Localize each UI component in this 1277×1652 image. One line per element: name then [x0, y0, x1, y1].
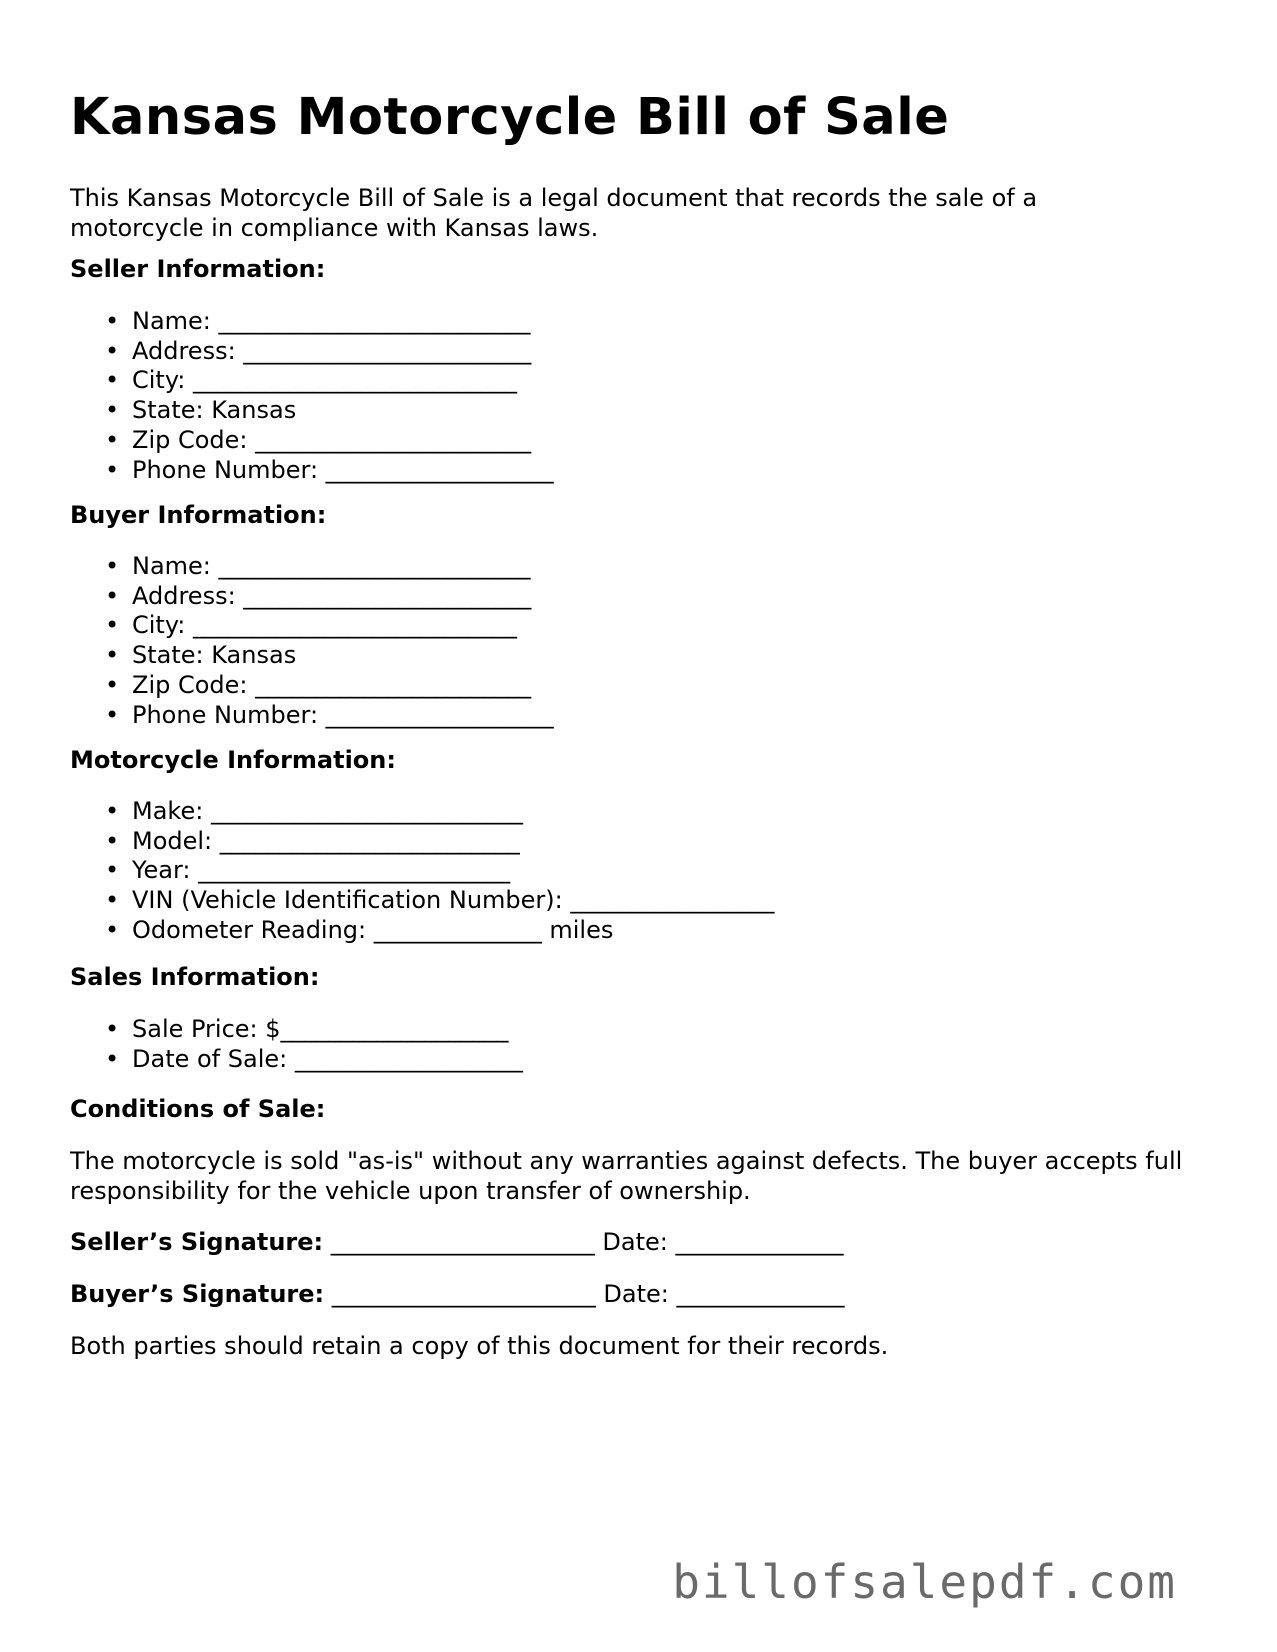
- document-title: Kansas Motorcycle Bill of Sale: [70, 88, 950, 147]
- conditions-heading: Conditions of Sale:: [70, 1095, 326, 1123]
- motorcycle-make-field: • Make: __________________________: [70, 797, 774, 827]
- buyer-signature-line: [70, 1279, 845, 1309]
- seller-heading: Seller Information:: [70, 255, 326, 283]
- buyer-city-field: • City: ___________________________: [70, 611, 554, 641]
- sales-heading: Sales Information:: [70, 963, 320, 991]
- seller-fields: [70, 307, 554, 485]
- seller-zip-field: • Zip Code: _______________________: [70, 426, 554, 456]
- buyer-fields: [70, 552, 554, 730]
- seller-signature-blanks: ______________________ Date: ______________: [323, 1228, 844, 1256]
- motorcycle-odometer-field: • Odometer Reading: ______________ miles: [70, 916, 774, 946]
- seller-name-field: • Name: __________________________: [70, 307, 554, 337]
- sale-price-field: • Sale Price: $___________________: [70, 1015, 523, 1045]
- motorcycle-vin-field: • VIN (Vehicle Identification Number): _________________: [70, 886, 774, 916]
- buyer-state-field: • State: Kansas: [70, 641, 554, 671]
- seller-state-field: • State: Kansas: [70, 396, 554, 426]
- footer-note: Both parties should retain a copy of this document for their records.: [70, 1332, 889, 1360]
- buyer-zip-field: • Zip Code: _______________________: [70, 671, 554, 701]
- watermark: billofsalepdf.com: [672, 1555, 1177, 1609]
- buyer-address-field: • Address: ________________________: [70, 582, 554, 612]
- buyer-signature-blanks: ______________________ Date: ______________: [324, 1280, 845, 1308]
- intro-paragraph: This Kansas Motorcycle Bill of Sale is a legal document that records the sale of a motorcycle in compliance with Kansas laws.: [70, 184, 1038, 242]
- motorcycle-heading: Motorcycle Information:: [70, 746, 396, 774]
- seller-signature-line: [70, 1227, 843, 1257]
- buyer-phone-field: • Phone Number: ___________________: [70, 701, 554, 731]
- buyer-name-field: • Name: __________________________: [70, 552, 554, 582]
- conditions-text: The motorcycle is sold "as-is" without any warranties against defects. The buyer accepts full responsibility for the vehicle upon transfer of ownership.: [70, 1147, 1183, 1205]
- buyer-signature-label: Buyer’s Signature:: [70, 1280, 325, 1308]
- motorcycle-year-field: • Year: __________________________: [70, 856, 774, 886]
- seller-address-field: • Address: ________________________: [70, 337, 554, 367]
- seller-phone-field: • Phone Number: ___________________: [70, 456, 554, 486]
- sales-fields: [70, 1015, 523, 1074]
- buyer-heading: Buyer Information:: [70, 501, 327, 529]
- sale-date-field: • Date of Sale: ___________________: [70, 1045, 523, 1075]
- seller-city-field: • City: ___________________________: [70, 366, 554, 396]
- motorcycle-model-field: • Model: _________________________: [70, 827, 774, 857]
- motorcycle-fields: [70, 797, 774, 946]
- seller-signature-label: Seller’s Signature:: [70, 1228, 324, 1256]
